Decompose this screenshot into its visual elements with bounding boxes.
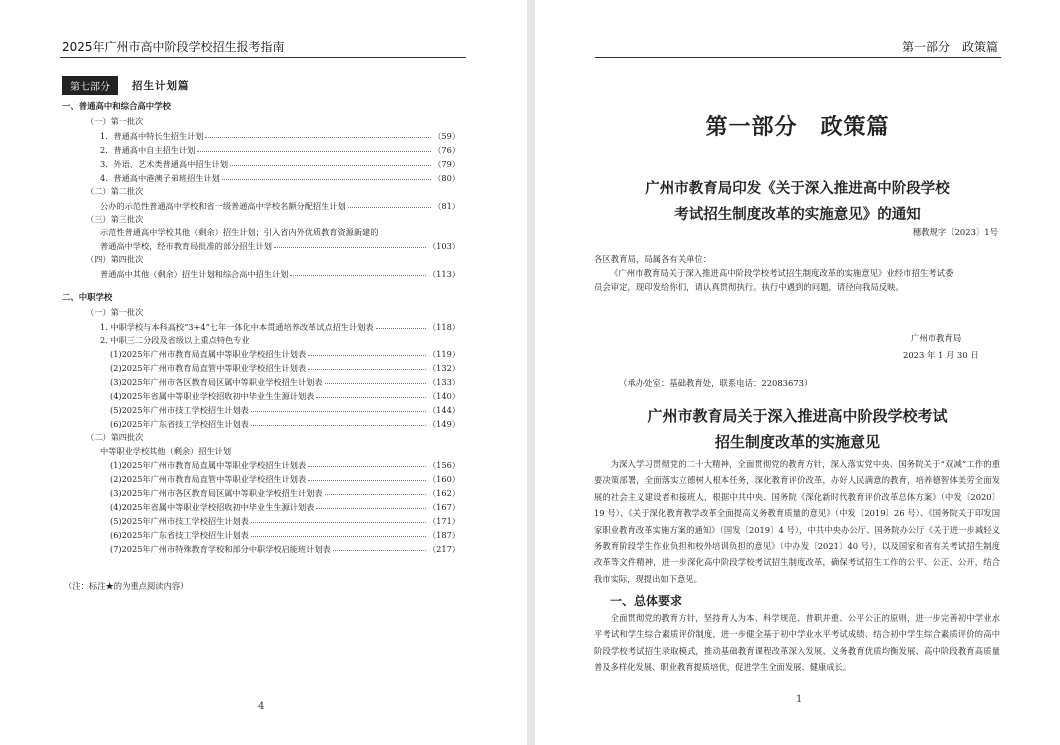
page-number: 1 [796, 694, 803, 705]
toc-entry-title: (6)2025年广东省技工学校招生计划表 [110, 418, 249, 429]
toc-entry-title: (1)2025年广州市教育局直属中等职业学校招生计划表 [110, 348, 307, 359]
toc-entry-page: （119） [427, 348, 460, 359]
toc-entry-title: (4)2025年省属中等职业学校招收初中毕业生生源计划表 [110, 501, 315, 512]
toc-entry-page: （167） [427, 501, 460, 512]
toc-entry-page: （156） [427, 459, 460, 470]
running-head: 第一部分 政策篇 [901, 40, 998, 54]
toc-entry-page: （144） [427, 404, 460, 415]
toc-entry[interactable] [110, 528, 460, 539]
part-title: 招生计划篇 [132, 79, 190, 92]
batch-heading: （三）第三批次 [86, 214, 144, 224]
batch-heading: （一）第一批次 [86, 307, 144, 317]
toc-entry[interactable] [110, 347, 460, 358]
toc-entry-page: （160） [427, 473, 460, 484]
toc-entry-title: (3)2025年广州市各区教育局区属中等职业学校招生计划表 [110, 487, 323, 498]
toc-entry-page: （132） [427, 362, 460, 373]
toc-entry-title: (5)2025年广州市技工学校招生计划表 [110, 404, 249, 415]
left-page [0, 0, 527, 745]
part-heading-row [62, 77, 190, 93]
dot-leader [222, 179, 431, 180]
toc-entry-title: (6)2025年广东省技工学校招生计划表 [110, 529, 249, 540]
notice-body-line: 员会审定，现印发给你们，请认真贯彻执行。执行中遇到的问题，请径向我局反映。 [594, 282, 904, 292]
toc-entry[interactable] [110, 514, 460, 525]
toc-entry-page: （81） [433, 200, 460, 211]
dot-leader [348, 207, 432, 208]
toc-entry[interactable] [100, 143, 460, 154]
part-heading: 第一部分 政策篇 [705, 114, 890, 140]
toc-entry-text: 示范性普通高中学校其他（剩余）招生计划；引入省内外优质教育资源新建的 [100, 227, 379, 237]
toc-subheading: 2. 中职三二分段及省级以上重点特色专业 [100, 335, 250, 345]
toc-entry-page: （187） [427, 529, 460, 540]
toc-entry[interactable] [110, 403, 460, 414]
section-paragraph: 全面贯彻党的教育方针，坚持育人为本、科学规范、普职并重、公平公正的原则，进一步完善初中学业水平考试和学生综合素质评价制度，进一步健全基于初中学业水平考试成绩、结合初中学生综合素质评价的高中阶段学校考试招生录取模式，推动基础教育课程改革深入发展、义务教育优质均衡发展、高中阶段教育高质量普及多样化发展、职业教育提质培优，促进学生全面发展、健康成长。 [594, 613, 1000, 673]
toc-entry[interactable] [100, 199, 460, 210]
toc-entry-title: (2)2025年广州市教育局直管中等职业学校招生计划表 [110, 473, 307, 484]
dot-leader [308, 466, 426, 467]
toc-entry-page: （162） [427, 487, 460, 498]
section-heading: 二、中职学校 [62, 292, 113, 302]
toc-entry[interactable] [110, 472, 460, 483]
batch-heading: （二）第二批次 [86, 186, 144, 196]
toc-entry-title: 1．普通高中特长生招生计划 [100, 130, 204, 141]
toc-entry[interactable] [100, 239, 460, 250]
dot-leader [205, 137, 431, 138]
toc-entry-page: （80） [433, 172, 460, 183]
notice-title-line2: 考试招生制度改革的实施意见》的通知 [674, 206, 921, 223]
toc-entry[interactable] [100, 157, 460, 168]
toc-entry[interactable] [100, 171, 460, 182]
page-number: 4 [258, 701, 265, 712]
intro-paragraph: 为深入学习贯彻党的二十大精神，全面贯彻党的教育方针，深入落实党中央、国务院关于“双减”工作的重要决策部署，全面落实立德树人根本任务，深化教育评价改革，办好人民满意的教育，培养德智体美劳全面发展的社会主义建设者和接班人，根据中共中央、国务院《深化新时代教育评价改革总体方案》（中发〔2020〕19 号）、《关于深化教育教学改革全面提高义务教育质量的意见》（中发〔2019〕26 号）、《国务院关于印发国家职业教育改革实施方案的通知》（国发〔2019〕4 号），中共中央办公厅、国务院办公厅《关于进一步减轻义务教育阶段学生作业负担和校外培训负担的意见》（中办发〔2021〕40 号），以及国家和省有关考试招生制度改革等文件精神，进一步深化高中阶段学校考试招生制度改革，确保考试招生工作的公平、公正、公开，结合我市实际，现提出如下意见。 [594, 459, 1000, 584]
toc-entry-title: (5)2025年广州市技工学校招生计划表 [110, 515, 249, 526]
toc-entry-title: 3．外语、艺术类普通高中招生计划 [100, 158, 229, 169]
toc-entry-title: (7)2025年广州市特殊教育学校和部分中职学校启能班计划表 [110, 543, 331, 554]
toc-entry-title: 4．普通高中港澳子弟班招生计划 [100, 172, 220, 183]
toc-subheading: 中等职业学校其他（剩余）招生计划 [100, 446, 232, 456]
toc-entry-title: 普通高中学校，经市教育局批准的部分招生计划 [100, 240, 272, 251]
footnote: （注：标注★的为重点阅读内容） [64, 581, 189, 591]
toc-entry-page: （59） [433, 130, 460, 141]
dot-leader [230, 165, 431, 166]
notice-title-line1: 广州市教育局印发《关于深入推进高中阶段学校 [645, 180, 950, 197]
toc-entry[interactable] [110, 389, 460, 400]
document-number: 穗教规字〔2023〕1号 [912, 227, 998, 237]
dot-leader [376, 328, 426, 329]
notice-body-line: 《广州市教育局关于深入推进高中阶段学校考试招生制度改革的实施意见》业经市招生考试委 [610, 268, 954, 278]
dot-leader [316, 508, 426, 509]
toc-entry-page: （113） [427, 268, 460, 279]
toc-entry[interactable] [110, 458, 460, 469]
dot-leader [308, 369, 426, 370]
toc-entry-title: (1)2025年广州市教育局直属中等职业学校招生计划表 [110, 459, 307, 470]
toc-entry-page: （76） [433, 144, 460, 155]
toc-entry-title: 2．普通高中自主招生计划 [100, 144, 196, 155]
dot-leader [325, 383, 426, 384]
toc-entry[interactable] [100, 267, 460, 278]
section-heading: 一、普通高中和综合高中学校 [62, 101, 171, 111]
header-rule [595, 57, 1001, 58]
dot-leader [316, 397, 426, 398]
toc-entry-title: 公办的示范性普通高中学校和省一级普通高中学校名额分配招生计划 [100, 200, 346, 211]
salutation: 各区教育局，局属各有关单位： [594, 254, 712, 264]
opinion-title-line1: 广州市教育局关于深入推进高中阶段学校考试 [647, 407, 948, 425]
dot-leader [308, 480, 426, 481]
dot-leader [290, 275, 426, 276]
toc-entry[interactable] [110, 542, 460, 553]
dot-leader [325, 494, 426, 495]
dot-leader [333, 550, 426, 551]
running-head: 2025年广州市高中阶段学校招生报考指南 [62, 40, 285, 54]
toc-entry-page: （149） [427, 418, 460, 429]
contact-info: （承办处室：基础教育处，联系电话：22083673） [619, 378, 813, 388]
dot-leader [197, 151, 431, 152]
section-title: 一、总体要求 [610, 594, 683, 608]
batch-heading: （四）第四批次 [86, 254, 144, 264]
dot-leader [251, 411, 426, 412]
toc-entry-page: （133） [427, 376, 460, 387]
toc-entry-page: （217） [427, 543, 460, 554]
toc-entry[interactable] [100, 129, 460, 140]
part-badge: 第七部分 [62, 76, 118, 95]
toc-entry-page: （103） [427, 240, 460, 251]
toc-entry-page: （79） [433, 158, 460, 169]
toc-entry-title: (4)2025年省属中等职业学校招收初中毕业生生源计划表 [110, 390, 315, 401]
toc-entry[interactable] [100, 320, 460, 331]
opinion-title-line2: 招生制度改革的实施意见 [714, 433, 880, 451]
toc-entry[interactable] [110, 375, 460, 386]
toc-entry[interactable] [110, 486, 460, 497]
dot-leader [251, 536, 426, 537]
batch-heading: （一）第一批次 [86, 116, 144, 126]
toc-entry[interactable] [110, 417, 460, 428]
dot-leader [308, 355, 426, 356]
toc-entry-page: （140） [427, 390, 460, 401]
toc-entry-title: (2)2025年广州市教育局直管中等职业学校招生计划表 [110, 362, 307, 373]
dot-leader [251, 425, 426, 426]
toc-entry-title: 普通高中其他（剩余）招生计划和综合高中招生计划 [100, 268, 289, 279]
dot-leader [274, 247, 426, 248]
dot-leader [251, 522, 426, 523]
toc-entry-page: （118） [427, 321, 460, 332]
toc-entry-title: 1. 中职学校与本科高校“3+4”七年一体化中本贯通培养改革试点招生计划表 [100, 321, 374, 332]
signing-date: 2023 年 1 月 30 日 [903, 350, 979, 360]
header-rule [60, 57, 466, 58]
toc-entry[interactable] [110, 361, 460, 372]
toc-entry-title: (3)2025年广州市各区教育局区属中等职业学校招生计划表 [110, 376, 323, 387]
batch-heading: （二）第四批次 [86, 432, 144, 442]
toc-entry[interactable] [110, 500, 460, 511]
right-page [535, 0, 1060, 745]
toc-entry-page: （171） [427, 515, 460, 526]
signer: 广州市教育局 [911, 333, 962, 343]
